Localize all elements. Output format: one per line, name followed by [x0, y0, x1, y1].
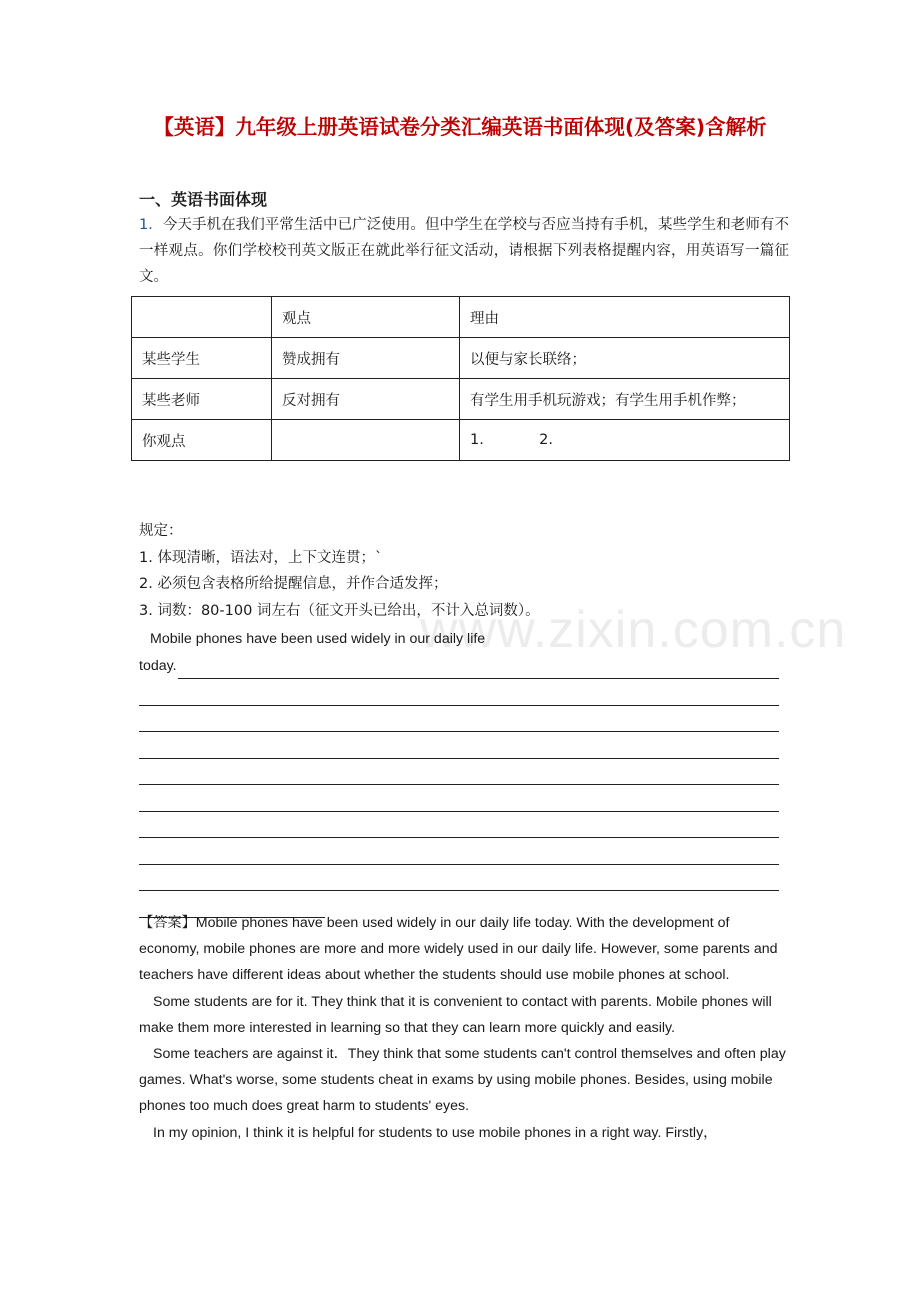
essay-opening: Mobile phones have been used widely in our daily life	[150, 631, 486, 647]
writing-line[interactable]	[139, 679, 779, 706]
table-cell: 反对拥有	[272, 379, 460, 420]
question-prompt	[139, 212, 789, 290]
answer-paragraph: In my opinion, I think it is helpful for students to use mobile phones in a right way. Firstly，	[153, 1124, 718, 1141]
table-row	[132, 420, 790, 461]
writing-line[interactable]	[139, 653, 779, 680]
essay-opening-end: today.	[139, 657, 177, 674]
writing-line[interactable]	[139, 785, 779, 812]
requirement-item: 3. 词数：80-100 词左右（征文开头已给出，不计入总词数）。	[139, 602, 540, 619]
writing-line[interactable]	[139, 838, 779, 865]
table-cell	[272, 420, 460, 461]
table-row	[132, 379, 790, 420]
writing-area	[139, 626, 779, 918]
table-cell: 赞成拥有	[272, 338, 460, 379]
table-cell: 理由	[460, 297, 790, 338]
question-text: 今天手机在我们平常生活中已广泛使用。但中学生在学校与否应当持有手机，某些学生和老师有不一样观点。你们学校校刊英文版正在就此举行征文活动，请根据下列表格提醒内容，用英语写一篇征文。	[139, 217, 789, 285]
answer-paragraph: 【答案】Mobile phones have been used widely in our daily life today. With the development of economy, mobile phones are more and more widely used in our daily life. However, some parents and teachers have different ideas about whether the students should use mobile phones at school.	[139, 915, 778, 984]
table-cell: 有学生用手机玩游戏；有学生用手机作弊；	[460, 379, 790, 420]
answer-paragraph: Some students are for it. They think that it is convenient to contact with parents. Mobile phones will make them more interested in learning so that they can learn more quickly and easily.	[139, 993, 772, 1036]
question-number: 1．	[139, 217, 163, 233]
writing-line[interactable]	[139, 706, 779, 733]
writing-line[interactable]	[139, 865, 779, 892]
page-title: 【英语】九年级上册英语试卷分类汇编英语书面体现(及答案)含解析	[153, 115, 767, 139]
writing-line[interactable]	[139, 732, 779, 759]
writing-line[interactable]	[139, 759, 779, 786]
requirements-heading: 规定：	[139, 523, 183, 539]
answer-blank[interactable]	[178, 660, 779, 679]
table-cell: 某些老师	[132, 379, 272, 420]
requirements-table	[131, 296, 790, 461]
table-cell: 某些学生	[132, 338, 272, 379]
table-cell: 以便与家长联络；	[460, 338, 790, 379]
answer-section	[139, 910, 789, 1146]
writing-line[interactable]	[139, 812, 779, 839]
table-cell: 你观点	[132, 420, 272, 461]
section-heading: 一、英语书面体现	[139, 190, 268, 209]
watermark: www.zixin.com.cn	[420, 601, 847, 659]
table-row	[132, 338, 790, 379]
table-cell	[132, 297, 272, 338]
answer-paragraph: Some teachers are against it．They think that some students can't control themselves and often play games. What's worse, some students cheat in exams by using mobile phones. Besides, using mobile phones too much does great harm to students' eyes.	[139, 1046, 786, 1115]
answer-label: 【答案】	[139, 915, 196, 931]
requirement-item: 1. 体现清晰，语法对，上下文连贯；`	[139, 549, 383, 566]
requirement-item: 2. 必须包含表格所给提醒信息，并作合适发挥；	[139, 576, 448, 592]
table-cell: 观点	[272, 297, 460, 338]
table-cell: 1. 2.	[460, 420, 790, 461]
requirements-list	[139, 518, 789, 624]
table-header-row	[132, 297, 790, 338]
